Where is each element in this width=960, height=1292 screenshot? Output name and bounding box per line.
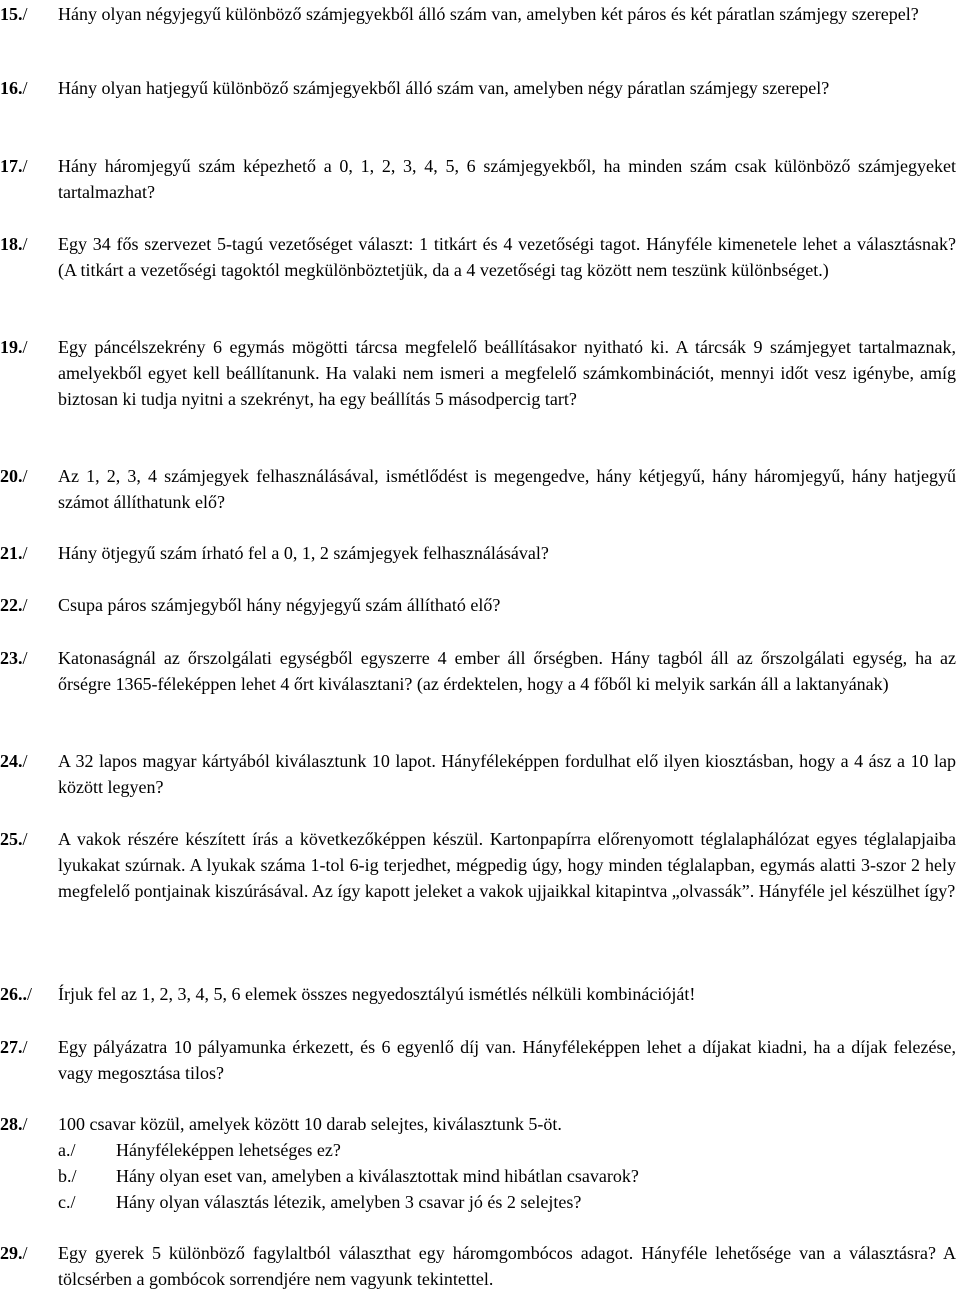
problem-number: 25./ [0,829,28,849]
problem-22 [0,592,956,618]
problem-26 [0,981,956,1007]
problem-number: 27./ [0,1037,28,1057]
problem-text: Hány olyan hatjegyű különböző számjegyekből álló szám van, amelyben négy páratlan számjegy szerepel? [58,78,830,98]
problem-number: 23./ [0,648,28,668]
problem-number: 15./ [0,4,28,24]
problem-text: Írjuk fel az 1, 2, 3, 4, 5, 6 elemek összes negyedosztályú ismétlés nélküli kombinációját! [58,984,696,1004]
problem-29 [0,1240,956,1292]
problem-text: 100 csavar közül, amelyek között 10 darab selejtes, kiválasztunk 5-öt. [58,1114,562,1134]
problem-text: Hány ötjegyű szám írható fel a 0, 1, 2 számjegyek felhasználásával? [58,543,549,563]
problem-text: Egy 34 fős szervezet 5-tagú vezetőséget választ: 1 titkárt és 4 vezetőségi tagot. Hányféle kimenetele lehet a választásnak? (A titkárt a vezetőségi tagoktól megkülönböztetjük, da a 4 vezetőségi tag között nem teszünk különbséget.) [58,234,956,280]
problem-text: Csupa páros számjegyből hány négyjegyű szám állítható elő? [58,595,501,615]
problem-number: 21./ [0,543,28,563]
sub-question-text: Hány olyan választás létezik, amelyben 3 csavar jó és 2 selejtes? [116,1192,582,1212]
sub-question-label: a./ [58,1140,76,1160]
problem-text: Az 1, 2, 3, 4 számjegyek felhasználásával, ismétlődést is megengedve, hány kétjegyű, hány háromjegyű, hány hatjegyű számot állíthatunk elő? [58,466,956,512]
problem-25 [0,826,956,904]
problem-24 [0,748,956,800]
problem-number: 24./ [0,751,28,771]
problem-text: Hány háromjegyű szám képezhető a 0, 1, 2, 3, 4, 5, 6 számjegyekből, ha minden szám csak különböző számjegyeket tartalmazhat? [58,156,956,202]
problem-16 [0,75,956,101]
problem-text: Hány olyan négyjegyű különböző számjegyekből álló szám van, amelyben két páros és két páratlan számjegy szerepel? [58,4,919,24]
problem-number: 22./ [0,595,28,615]
problem-text: Egy páncélszekrény 6 egymás mögötti tárcsa megfelelő beállításakor nyitható ki. A tárcsák 9 számjegyet tartalmaznak, amelyekből egyet kell beállítanunk. Ha valaki nem ismeri a megfelelő számkombinációt, mennyi időt vesz igénybe, amíg biztosan ki tudja nyitni a szekrényt, ha egy beállítás 5 másodpercig tart? [58,337,956,409]
problem-text: Katonaságnál az őrszolgálati egységből egyszerre 4 ember áll őrségben. Hány tagból áll az őrszolgálati egység, ha az őrségre 1365-féleképpen lehet 4 őrt kiválasztani? (az érdektelen, hogy a 4 főből ki melyik sarkán áll a laktanyának) [58,648,956,694]
sub-question-a [58,1137,956,1163]
problem-21 [0,540,956,566]
problem-28 [0,1111,956,1215]
sub-question-label: c./ [58,1192,76,1212]
problem-text: A 32 lapos magyar kártyából kiválasztunk 10 lapot. Hányféleképpen fordulhat elő ilyen kiosztásban, hogy a 4 ász a 10 lap között legyen? [58,751,956,797]
problem-17 [0,153,956,205]
problem-20 [0,463,956,515]
problem-number: 26../ [0,984,33,1004]
problem-23 [0,645,956,697]
problem-number: 17./ [0,156,28,176]
problem-text: A vakok részére készített írás a következőképpen készül. Kartonpapírra előrenyomott téglalaphálózat egyes téglalapjaiba lyukakat szúrnak. A lyukak száma 1-tol 6-ig terjedhet, mégpedig úgy, hogy minden téglalapban, egymás alatti 3-szor 2 hely megfelelő pontjainak kiszúrásával. Az így kapott jeleket a vakok ujjaikkal kitapintva „olvassák”. Hányféle jel készülhet így? [58,829,956,901]
problem-number: 18./ [0,234,28,254]
sub-question-label: b./ [58,1166,77,1186]
problem-27 [0,1034,956,1086]
problem-number: 19./ [0,337,28,357]
problem-19 [0,334,956,412]
problem-18 [0,231,956,283]
problem-number: 28./ [0,1114,28,1134]
sub-question-c [58,1189,956,1215]
sub-question-b [58,1163,956,1189]
sub-question-text: Hányféleképpen lehetséges ez? [116,1140,341,1160]
problem-text: Egy pályázatra 10 pályamunka érkezett, és 6 egyenlő díj van. Hányféleképpen lehet a díjakat kiadni, ha a díjak felezése, vagy megosztása tilos? [58,1037,956,1083]
problem-number: 20./ [0,466,28,486]
problem-15 [0,1,956,27]
problem-number: 16./ [0,78,28,98]
problem-number: 29./ [0,1243,28,1263]
problem-text: Egy gyerek 5 különböző fagylaltból választhat egy háromgombócos adagot. Hányféle lehetősége van a választásra? A tölcsérben a gombócok sorrendjére nem vagyunk tekintettel. [58,1243,956,1289]
sub-question-text: Hány olyan eset van, amelyben a kiválasztottak mind hibátlan csavarok? [116,1166,639,1186]
